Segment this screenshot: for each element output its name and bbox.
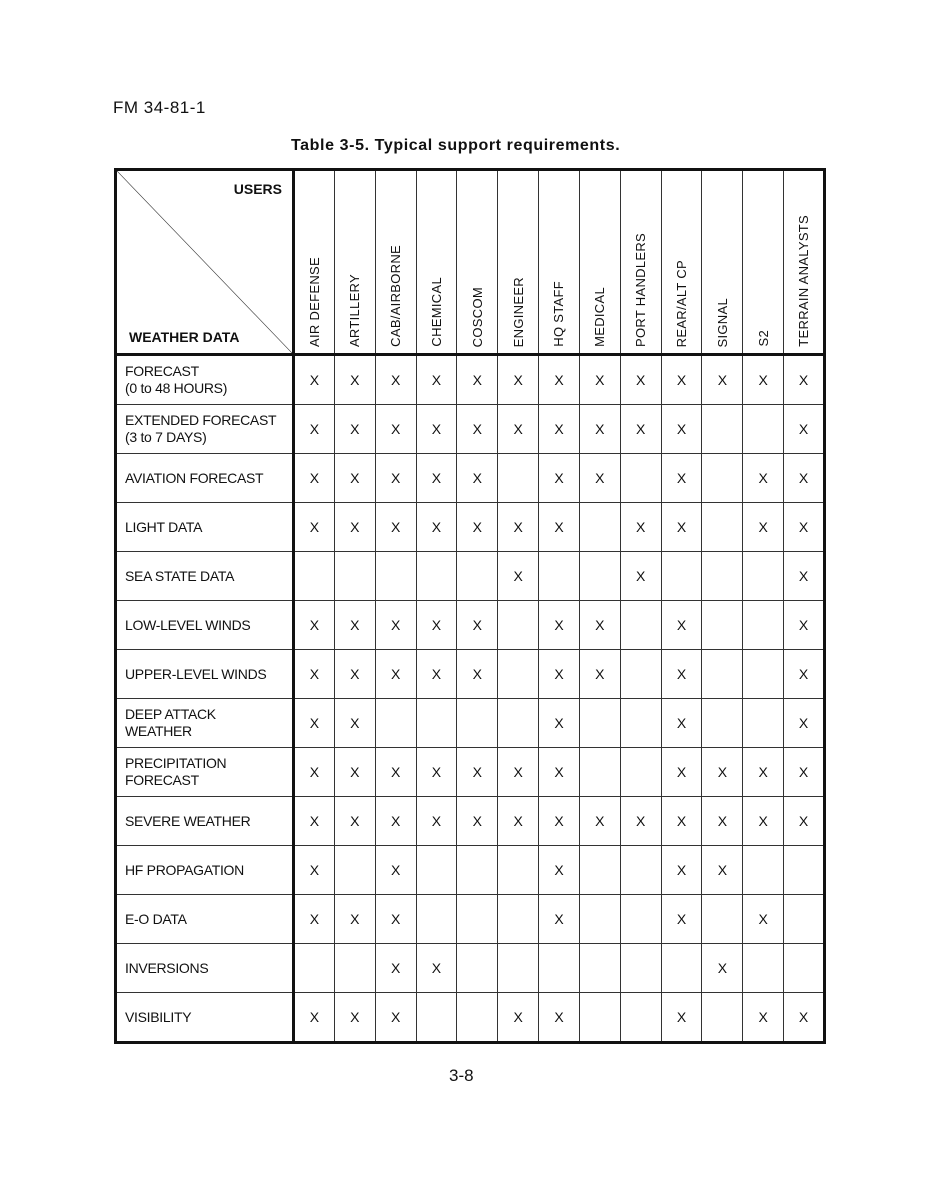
requirement-mark: X (661, 650, 702, 699)
requirement-mark (620, 699, 661, 748)
row-label-line: PRECIPITATION (125, 755, 227, 771)
row-label (116, 748, 294, 797)
requirement-mark (579, 944, 620, 993)
table-row (116, 552, 825, 601)
requirement-mark (702, 895, 743, 944)
column-header-label: REAR/ALT CP (674, 259, 690, 347)
requirement-mark: X (784, 601, 825, 650)
requirement-mark: X (539, 895, 580, 944)
table-title: Table 3-5. Typical support requirements. (291, 137, 621, 154)
row-label-line: HF PROPAGATION (125, 861, 244, 878)
requirement-mark (416, 993, 457, 1043)
table-row (116, 601, 825, 650)
requirement-mark: X (334, 503, 375, 552)
requirement-mark (457, 895, 498, 944)
row-label-line: EXTENDED FORECAST (125, 412, 277, 428)
column-header (498, 170, 539, 355)
table-row (116, 944, 825, 993)
column-header (579, 170, 620, 355)
row-label (116, 503, 294, 552)
requirement-mark: X (702, 355, 743, 405)
row-label (116, 552, 294, 601)
requirement-mark: X (375, 944, 416, 993)
requirement-mark: X (334, 748, 375, 797)
requirement-mark: X (294, 503, 335, 552)
requirement-mark (784, 846, 825, 895)
row-label-line: LIGHT DATA (125, 518, 203, 535)
requirement-mark (416, 552, 457, 601)
table-row (116, 895, 825, 944)
column-header (457, 170, 498, 355)
requirement-mark: X (334, 454, 375, 503)
requirement-mark (334, 944, 375, 993)
requirement-mark: X (661, 846, 702, 895)
requirement-mark: X (375, 405, 416, 454)
requirement-mark: X (498, 748, 539, 797)
requirement-mark (498, 454, 539, 503)
requirement-mark: X (294, 895, 335, 944)
requirement-mark: X (416, 601, 457, 650)
requirement-mark (457, 552, 498, 601)
column-header-label: COSCOM (469, 286, 485, 347)
requirement-mark: X (539, 601, 580, 650)
column-header (375, 170, 416, 355)
document-id: FM 34-81-1 (113, 98, 206, 117)
requirement-mark: X (784, 355, 825, 405)
requirement-mark (702, 503, 743, 552)
requirement-mark: X (334, 601, 375, 650)
column-header-label: AIR DEFENSE (306, 257, 322, 347)
column-header-label: CAB/AIRBORNE (388, 245, 404, 347)
requirement-mark: X (661, 993, 702, 1043)
requirement-mark: X (294, 355, 335, 405)
requirement-mark: X (416, 650, 457, 699)
requirement-mark: X (743, 503, 784, 552)
requirement-mark (416, 699, 457, 748)
requirement-mark: X (294, 993, 335, 1043)
requirement-mark: X (784, 503, 825, 552)
table-row (116, 846, 825, 895)
requirement-mark (784, 895, 825, 944)
row-label-line: (3 to 7 DAYS) (125, 429, 207, 445)
requirement-mark: X (539, 993, 580, 1043)
requirement-mark (539, 552, 580, 601)
requirement-mark: X (539, 503, 580, 552)
requirement-mark (620, 846, 661, 895)
requirement-mark: X (416, 454, 457, 503)
requirement-mark: X (539, 748, 580, 797)
requirement-mark: X (784, 699, 825, 748)
column-header-label: SIGNAL (714, 297, 730, 347)
requirement-mark: X (539, 405, 580, 454)
row-label-line: INVERSIONS (125, 959, 209, 976)
row-label-line: (0 to 48 HOURS) (125, 380, 228, 396)
requirement-mark (702, 405, 743, 454)
requirement-mark: X (334, 993, 375, 1043)
requirement-mark: X (334, 405, 375, 454)
requirement-mark (743, 846, 784, 895)
requirement-mark (375, 699, 416, 748)
requirement-mark: X (457, 355, 498, 405)
requirement-mark (620, 601, 661, 650)
row-label (116, 601, 294, 650)
requirement-mark (294, 552, 335, 601)
table-row (116, 797, 825, 846)
column-header (743, 170, 784, 355)
requirement-mark: X (416, 355, 457, 405)
requirement-mark (579, 552, 620, 601)
requirement-mark (743, 601, 784, 650)
row-label-line: WEATHER (125, 723, 192, 739)
requirement-mark (539, 944, 580, 993)
requirement-mark: X (416, 944, 457, 993)
requirement-mark: X (294, 405, 335, 454)
requirement-mark (375, 552, 416, 601)
requirement-mark (579, 895, 620, 944)
requirement-mark (498, 699, 539, 748)
requirement-mark: X (498, 797, 539, 846)
requirement-mark (579, 993, 620, 1043)
requirement-mark (743, 699, 784, 748)
requirement-mark: X (784, 797, 825, 846)
requirement-mark: X (294, 454, 335, 503)
column-header-label: HQ STAFF (551, 281, 567, 347)
requirement-mark: X (661, 355, 702, 405)
requirement-mark: X (661, 405, 702, 454)
requirement-mark: X (416, 797, 457, 846)
row-label-line: E-O DATA (125, 910, 187, 927)
requirement-mark (457, 699, 498, 748)
requirement-mark (457, 993, 498, 1043)
column-header (784, 170, 825, 355)
requirement-mark (498, 944, 539, 993)
requirement-mark: X (620, 797, 661, 846)
page-number: 3-8 (449, 1066, 474, 1085)
requirement-mark (498, 601, 539, 650)
header-row (116, 170, 825, 355)
column-header-label: S2 (755, 330, 771, 347)
requirement-mark (784, 944, 825, 993)
requirement-mark: X (784, 552, 825, 601)
row-label-line: AVIATION FORECAST (125, 469, 264, 486)
row-label (116, 454, 294, 503)
column-header (620, 170, 661, 355)
table-row (116, 748, 825, 797)
requirement-mark: X (620, 552, 661, 601)
requirement-mark: X (620, 355, 661, 405)
requirement-mark: X (416, 405, 457, 454)
requirement-mark (579, 748, 620, 797)
requirement-mark: X (294, 601, 335, 650)
requirement-mark (579, 846, 620, 895)
requirement-mark: X (375, 895, 416, 944)
column-header-label: CHEMICAL (428, 277, 444, 347)
requirement-mark: X (539, 699, 580, 748)
requirement-mark (579, 503, 620, 552)
requirement-mark: X (498, 355, 539, 405)
requirement-mark: X (334, 895, 375, 944)
requirement-mark (702, 699, 743, 748)
table-row (116, 355, 825, 405)
requirement-mark: X (539, 846, 580, 895)
support-requirements-table (114, 168, 826, 1044)
requirement-mark: X (743, 454, 784, 503)
row-label (116, 355, 294, 405)
requirement-mark (498, 846, 539, 895)
requirement-mark: X (375, 454, 416, 503)
requirement-mark: X (375, 650, 416, 699)
requirement-mark: X (661, 699, 702, 748)
table-row (116, 699, 825, 748)
row-label (116, 895, 294, 944)
requirement-mark: X (620, 405, 661, 454)
requirement-mark (416, 846, 457, 895)
requirement-mark: X (784, 748, 825, 797)
column-header (661, 170, 702, 355)
requirement-mark: X (498, 993, 539, 1043)
requirement-mark: X (334, 355, 375, 405)
column-header-label: ARTILLERY (347, 273, 363, 347)
requirement-mark (498, 895, 539, 944)
requirement-mark (702, 650, 743, 699)
requirement-mark: X (661, 748, 702, 797)
requirement-mark (620, 748, 661, 797)
requirement-mark: X (539, 650, 580, 699)
requirement-mark (620, 944, 661, 993)
row-label-line: SEVERE WEATHER (125, 812, 251, 829)
requirement-mark: X (784, 454, 825, 503)
requirement-mark: X (375, 601, 416, 650)
requirement-mark: X (702, 797, 743, 846)
requirement-mark: X (784, 405, 825, 454)
diagonal-divider (117, 171, 292, 353)
requirement-mark (457, 944, 498, 993)
requirement-mark (661, 944, 702, 993)
row-label-line: VISIBILITY (125, 1008, 192, 1025)
requirement-mark: X (375, 797, 416, 846)
row-label-line: LOW-LEVEL WINDS (125, 616, 251, 633)
requirement-mark: X (375, 503, 416, 552)
requirement-mark (294, 944, 335, 993)
requirement-mark: X (498, 503, 539, 552)
requirement-mark: X (579, 601, 620, 650)
requirement-mark: X (539, 797, 580, 846)
requirement-mark: X (334, 699, 375, 748)
column-header (702, 170, 743, 355)
row-label-line: FORECAST (125, 772, 199, 788)
requirement-mark: X (661, 797, 702, 846)
table-row (116, 650, 825, 699)
column-header-label: PORT HANDLERS (633, 233, 649, 347)
requirement-mark: X (539, 355, 580, 405)
requirement-mark: X (294, 748, 335, 797)
requirement-mark: X (375, 846, 416, 895)
requirement-mark: X (579, 454, 620, 503)
requirement-mark: X (539, 454, 580, 503)
requirement-mark: X (294, 650, 335, 699)
row-label-line: SEA STATE DATA (125, 567, 235, 584)
row-label-line: DEEP ATTACK (125, 706, 216, 722)
requirement-mark: X (294, 699, 335, 748)
requirement-mark: X (416, 748, 457, 797)
requirement-mark (334, 846, 375, 895)
requirement-mark: X (743, 748, 784, 797)
requirement-mark: X (702, 944, 743, 993)
column-header (334, 170, 375, 355)
requirement-mark: X (579, 355, 620, 405)
column-header-label: ENGINEER (510, 276, 526, 347)
requirement-mark (661, 552, 702, 601)
column-header (416, 170, 457, 355)
requirement-mark: X (579, 405, 620, 454)
requirement-mark: X (743, 355, 784, 405)
requirement-mark: X (661, 601, 702, 650)
requirement-mark: X (457, 454, 498, 503)
requirement-mark: X (498, 405, 539, 454)
requirement-mark: X (579, 650, 620, 699)
requirement-mark: X (661, 895, 702, 944)
requirement-mark: X (743, 993, 784, 1043)
requirement-mark (702, 454, 743, 503)
requirement-mark: X (375, 748, 416, 797)
requirement-mark: X (375, 993, 416, 1043)
table-row (116, 503, 825, 552)
requirement-mark: X (620, 503, 661, 552)
requirement-mark: X (416, 503, 457, 552)
requirement-mark: X (784, 993, 825, 1043)
requirement-mark: X (294, 797, 335, 846)
requirement-mark: X (457, 748, 498, 797)
requirement-mark (743, 552, 784, 601)
row-label (116, 699, 294, 748)
column-header-label: TERRAIN ANALYSTS (796, 215, 812, 347)
requirement-mark (702, 993, 743, 1043)
users-label: USERS (233, 181, 282, 197)
requirement-mark: X (334, 797, 375, 846)
requirement-mark (620, 650, 661, 699)
requirement-mark (743, 944, 784, 993)
requirement-mark: X (498, 552, 539, 601)
requirement-mark (579, 699, 620, 748)
requirement-mark: X (743, 895, 784, 944)
column-header (294, 170, 335, 355)
requirement-mark (620, 895, 661, 944)
requirement-mark: X (375, 355, 416, 405)
requirement-mark (334, 552, 375, 601)
requirement-mark: X (743, 797, 784, 846)
table-row (116, 993, 825, 1043)
requirement-mark: X (457, 650, 498, 699)
column-header (539, 170, 580, 355)
requirement-mark: X (702, 846, 743, 895)
requirement-mark (416, 895, 457, 944)
requirement-mark (702, 601, 743, 650)
requirement-mark: X (784, 650, 825, 699)
requirement-mark (620, 454, 661, 503)
requirement-mark: X (702, 748, 743, 797)
requirement-mark (498, 650, 539, 699)
corner-header (116, 170, 294, 355)
requirement-mark (743, 650, 784, 699)
row-label (116, 405, 294, 454)
weather-data-label: WEATHER DATA (129, 329, 240, 345)
row-label (116, 993, 294, 1043)
table-row (116, 405, 825, 454)
requirement-mark (702, 552, 743, 601)
table-row (116, 454, 825, 503)
requirement-mark: X (661, 503, 702, 552)
requirement-mark (743, 405, 784, 454)
requirement-mark: X (661, 454, 702, 503)
requirement-mark: X (294, 846, 335, 895)
requirement-mark: X (457, 601, 498, 650)
row-label (116, 944, 294, 993)
row-label (116, 846, 294, 895)
row-label-line: FORECAST (125, 363, 199, 379)
requirement-mark (457, 846, 498, 895)
column-header-label: MEDICAL (592, 287, 608, 347)
requirement-mark: X (457, 797, 498, 846)
requirement-mark (620, 993, 661, 1043)
requirement-mark: X (334, 650, 375, 699)
requirement-mark: X (457, 405, 498, 454)
row-label-line: UPPER-LEVEL WINDS (125, 665, 267, 682)
row-label (116, 797, 294, 846)
requirement-mark: X (579, 797, 620, 846)
requirement-mark: X (457, 503, 498, 552)
row-label (116, 650, 294, 699)
